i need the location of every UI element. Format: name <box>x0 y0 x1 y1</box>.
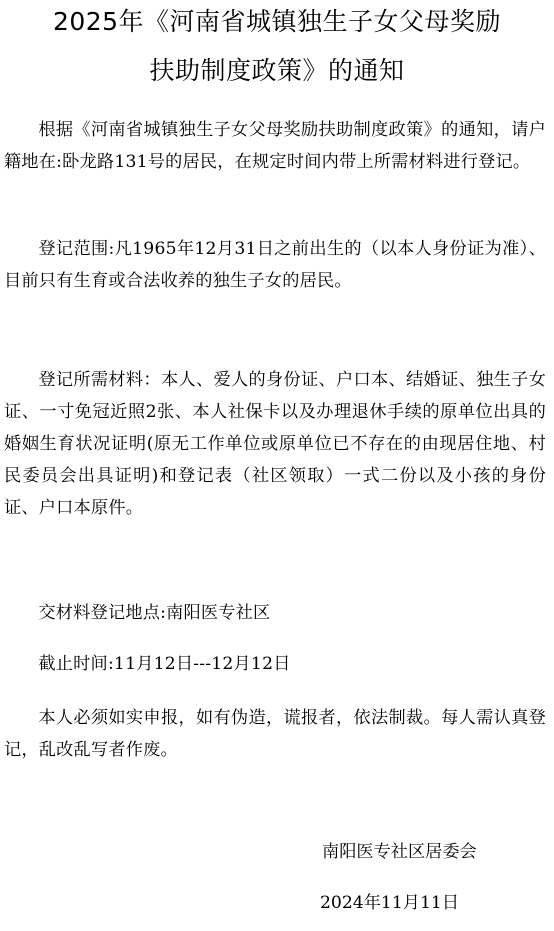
document-title-line-2: 扶助制度政策》的通知 <box>149 56 405 85</box>
paragraph-deadline: 截止时间:11月12日---12月12日 <box>38 654 291 674</box>
signature-date: 2024年11月11日 <box>320 893 460 913</box>
paragraph-required-materials: 登记所需材料：本人、爱人的身份证、户口本、结婚证、独生子女证、一寸免冠近照2张、本人社保卡以及办理退休手续的原单位出具的婚姻生育状况证明(原无工作单位或原单位已不存在的由现居住地、村民委员会出具证明)和登记表（社区领取）一式二份以及小孩的身份证、户口本原件。 <box>4 370 546 518</box>
signature-organization: 南阳医专社区居委会 <box>322 842 477 862</box>
paragraph-intro: 根据《河南省城镇独生子女父母奖励扶助制度政策》的通知，请户籍地在:卧龙路131号的居民，在规定时间内带上所需材料进行登记。 <box>4 120 546 172</box>
paragraph-registration-location: 交材料登记地点:南阳医专社区 <box>38 603 271 623</box>
paragraph-registration-scope: 登记范围:凡1965年12月31日之前出生的（以本人身份证为准）、目前只有生育或合法收养的独生子女的居民。 <box>4 239 546 291</box>
document-title-line-1: 2025年《河南省城镇独生子女父母奖励 <box>52 7 502 36</box>
paragraph-declaration-warning: 本人必须如实申报，如有伪造，谎报者，依法制裁。每人需认真登记，乱改乱写者作废。 <box>4 708 546 760</box>
